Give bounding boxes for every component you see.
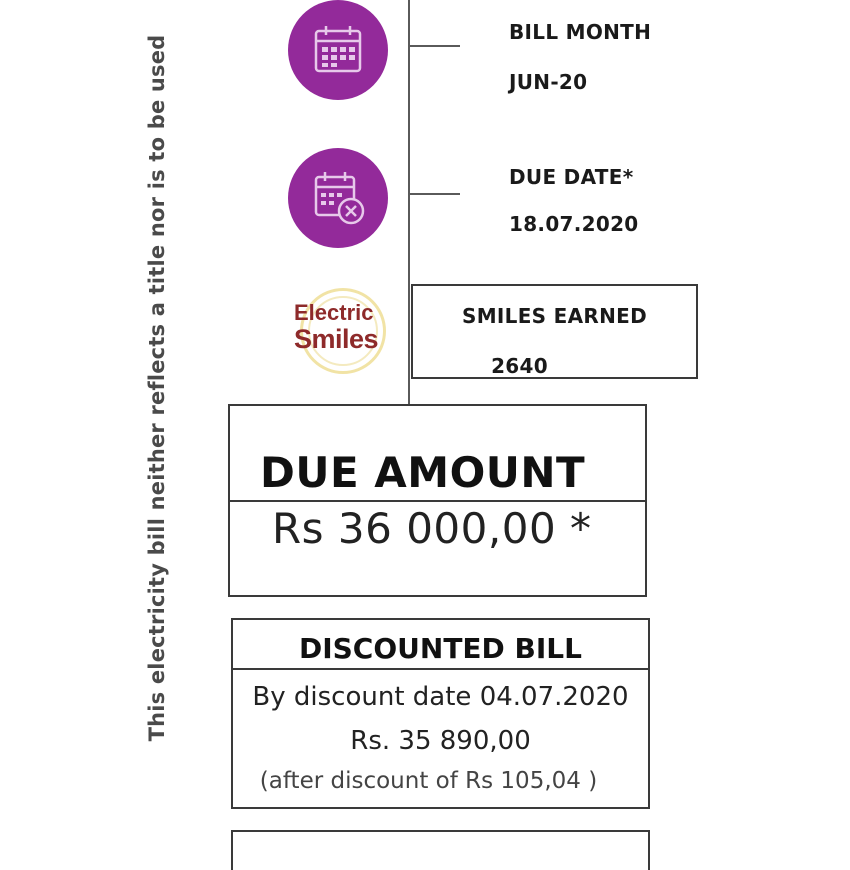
timeline-tick: [410, 193, 460, 195]
disclaimer-note: This electricity bill neither reflects a title nor is to be used: [145, 34, 169, 742]
calendar-cancel-icon: [288, 148, 388, 248]
discount-date-text: By discount date 04.07.2020: [252, 682, 629, 712]
timeline-tick: [410, 45, 460, 47]
electric-smiles-logo: Electric Smiles: [294, 288, 394, 384]
calendar-icon: [288, 0, 388, 100]
timeline-line: [408, 0, 410, 405]
bill-month-value: JUN-20: [509, 70, 588, 94]
discounted-bill-box: [231, 618, 650, 809]
smiles-earned-value: 2640: [491, 354, 548, 378]
due-amount-label: DUE AMOUNT: [260, 448, 586, 497]
due-amount-value: Rs 36 000,00 *: [272, 504, 592, 553]
discounted-bill-title: DISCOUNTED BILL: [298, 632, 582, 665]
discount-note: (after discount of Rs 105,04 ): [259, 768, 598, 794]
divider: [233, 668, 648, 670]
bill-month-label: BILL MONTH: [509, 20, 652, 44]
next-section-box: [231, 830, 650, 870]
due-amount-box: [228, 404, 647, 597]
smiles-earned-label: SMILES EARNED: [462, 304, 647, 328]
discounted-amount: Rs. 35 890,00: [350, 726, 531, 756]
due-date-label: DUE DATE*: [509, 165, 634, 189]
divider: [230, 500, 645, 502]
smiles-earned-box: [411, 284, 698, 379]
due-date-value: 18.07.2020: [509, 212, 639, 236]
